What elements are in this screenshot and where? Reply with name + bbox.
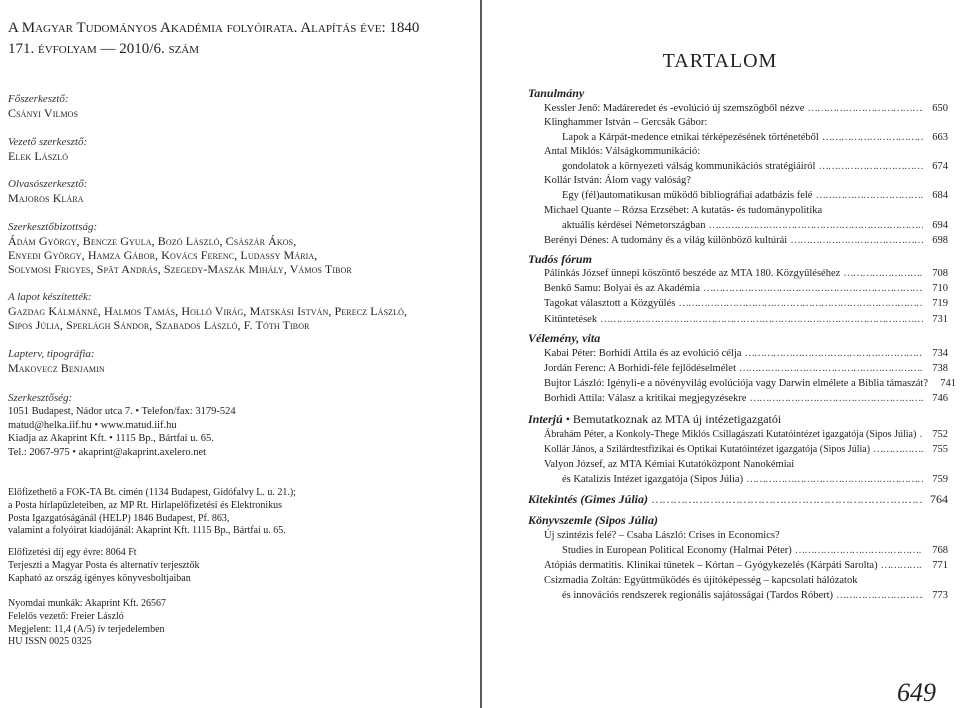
- price-line: Előfizetési díj egy évre: 8064 Ft: [8, 547, 137, 558]
- design: [8, 348, 473, 375]
- toc-entry-author: Klinghammer István – Gercsák Gábor:: [544, 117, 708, 128]
- section-heading-tudos-forum: Tudós fórum: [528, 252, 592, 266]
- toc-entry[interactable]: Pálinkás József ünnepi köszöntő beszéde az MTA 180. Közgyűléséhez …………………………………………………………………………………………………………………………………………………… 708: [544, 267, 948, 281]
- staff: [8, 291, 473, 332]
- toc-entry-author: Csizmadia Zoltán: Együttműködés és újítóképesség – kapcsolati hálózatok: [544, 575, 858, 586]
- toc-entry-author: Új szintézis felé? – Csaba László: Crises in Economics?: [544, 530, 780, 541]
- issue-header: 171. évfolyam — 2010/6. szám: [8, 41, 200, 57]
- printing-info: [8, 598, 473, 649]
- section-value: Majoros Klára: [8, 191, 84, 205]
- copy-editor: [8, 178, 473, 205]
- section-line: Enyedi György, Hamza Gábor, Kovács Ferenc, Ludassy Mária,: [8, 248, 318, 262]
- toc-entry[interactable]: Berényi Dénes: A tudomány és a világ különböző kultúrái …………………………………………………………………………………………………………………………………………………… 698: [544, 234, 948, 248]
- page-number: 649: [897, 678, 936, 707]
- toc-entry[interactable]: Kollár János, a Szilárdtestfizikai és Optikai Kutatóintézet igazgatója (Sipos Júlia) …………………………………………………………………………………………………………………………………………………… 755: [544, 443, 948, 457]
- section-line: Sipos Júlia, Sperlágh Sándor, Szabados László, F. Tóth Tibor: [8, 318, 310, 332]
- toc-entry-author: Michael Quante – Rózsa Erzsébet: A kutatás- és tudománypolitika: [544, 205, 823, 216]
- toc-entry[interactable]: Kabai Péter: Borhidi Attila és az evolúció célja …………………………………………………………………………………………………………………………………………………… 734: [544, 347, 948, 361]
- section-label: Főszerkesztő:: [8, 93, 69, 105]
- toc-entry-author: Valyon József, az MTA Kémiai Kutatóközpont Nanokémiai: [544, 459, 795, 470]
- toc-entry[interactable]: Kitüntetések …………………………………………………………………………………………………………………………………………………… 731: [544, 313, 948, 327]
- section-heading-title: Bemutatkoznak az MTA új intézetigazgatói: [572, 412, 782, 426]
- journal-header: A Magyar Tudományos Akadémia folyóirata. Alapítás éve: 1840: [8, 20, 420, 36]
- section-heading-velemeny: Vélemény, vita: [528, 331, 601, 345]
- toc-entry[interactable]: Borhidi Attila: Válasz a kritikai megjegyzésekre …………………………………………………………………………………………………………………………………………………… 746: [544, 392, 948, 406]
- toc-entry[interactable]: gondolatok a környezeti válság kommunikációs stratégiáiról …………………………………………………………………………………………………………………………………………………… 674: [562, 160, 948, 174]
- section-heading-interju: [528, 412, 781, 426]
- toc-entry[interactable]: Egy (fél)automatikusan működő bibliográfiai adatbázis felé …………………………………………………………………………………………………………………………………………………… 684: [562, 189, 948, 203]
- printing-line: Nyomdai munkák: Akaprint Kft. 26567: [8, 598, 167, 609]
- section-line: Gazdag Kálmánné, Halmos Tamás, Holló Virág, Matskási István, Perecz László,: [8, 304, 408, 318]
- office-line: matud@helka.iif.hu • www.matud.iif.hu: [8, 419, 177, 431]
- office-line: Kiadja az Akaprint Kft. • 1115 Bp., Bártfai u. 65.: [8, 433, 214, 445]
- section-label: Szerkesztőbizottság:: [8, 221, 98, 233]
- toc-entry[interactable]: Tagokat választott a Közgyűlés …………………………………………………………………………………………………………………………………………………… 719: [544, 297, 948, 311]
- subscription-line: a Posta hírlapüzleteiben, az MP Rt. Hírlapelőfizetési és Elektronikus: [8, 499, 282, 511]
- toc-entry[interactable]: és Katalízis Intézet igazgatója (Sipos Júlia) …………………………………………………………………………………………………………………………………………………… 759: [562, 473, 948, 487]
- section-label: A lapot készítették:: [8, 291, 92, 303]
- price-line: Kapható az ország igényes könyvesboltjaiban: [8, 572, 191, 584]
- toc-entry[interactable]: Lapok a Kárpát-medence etnikai térképezésének történetéből …………………………………………………………………………………………………………………………………………………… 663: [562, 131, 948, 145]
- contents-title: TARTALOM: [662, 50, 778, 72]
- section-label: Olvasószerkesztő:: [8, 178, 88, 190]
- managing-editor: [8, 136, 473, 163]
- editorial-office: [8, 392, 473, 459]
- section-heading-bullet: •: [565, 412, 573, 426]
- toc-entry[interactable]: aktuális kérdései Németországban …………………………………………………………………………………………………………………………………………………… 694: [562, 219, 948, 233]
- subscription-line: valamint a folyóirat kiadójánál: Akaprint Kft. 1115 Bp., Bártfai u. 65.: [8, 525, 286, 537]
- printing-line: Felelős vezető: Freier László: [8, 610, 124, 622]
- office-line: Tel.: 2067-975 • akaprint@akaprint.axelero.net: [8, 446, 207, 458]
- toc-entry[interactable]: Studies in European Political Economy (Halmai Péter) …………………………………………………………………………………………………………………………………………………… 768: [562, 544, 948, 558]
- toc-entry[interactable]: Kessler Jenő: Madáreredet és -evolúció új szemszögből nézve …………………………………………………………………………………………………………………………………………………… 650: [544, 102, 948, 116]
- section-label: Szerkesztőség:: [8, 392, 73, 404]
- toc-entry[interactable]: Jordán Ferenc: A Borhidi-féle fejlődéselmélet …………………………………………………………………………………………………………………………………………………… 738: [544, 362, 948, 376]
- section-heading-label: Interjú: [528, 412, 563, 426]
- office-line: 1051 Budapest, Nádor utca 7. • Telefon/fax: 3179-524: [8, 406, 236, 417]
- section-value: Elek László: [8, 149, 69, 163]
- section-heading-tanulmany: Tanulmány: [528, 86, 585, 100]
- subscription-line: Posta Igazgatóságánál (HELP) 1846 Budapest, Pf. 863,: [8, 512, 230, 524]
- section-value: Csányi Vilmos: [8, 106, 79, 120]
- toc-entry[interactable]: és innovációs rendszerek regionális sajátosságai (Tardos Róbert) …………………………………………………………………………………………………………………………………………………… 773: [562, 589, 948, 603]
- section-value: Makovecz Benjamin: [8, 361, 105, 375]
- subscription-line: Előfizethető a FOK-TA Bt. címén (1134 Budapest, Gidófalvy L. u. 21.);: [8, 487, 296, 498]
- section-label: Lapterv, tipográfia:: [8, 348, 95, 360]
- section-heading-konyvszemle: Könyvszemle (Sipos Júlia): [528, 513, 659, 527]
- toc-entry-kitekintes[interactable]: Kitekintés (Gimes Júlia) …………………………………………………………………………………………………………………………………………………… 764: [528, 492, 948, 506]
- toc-entry[interactable]: Benkő Samu: Bolyai és az Akadémia …………………………………………………………………………………………………………………………………………………… 710: [544, 282, 948, 296]
- price-line: Terjeszti a Magyar Posta és alternatív terjesztők: [8, 559, 200, 571]
- toc-entry-author: Antal Miklós: Válságkommunikáció:: [544, 146, 701, 157]
- toc-entry[interactable]: Ábrahám Péter, a Konkoly-Thege Miklós Csillagászati Kutatóintézet igazgatója (Sipos Júlia) …………………………………………………………………………………………………………………………………………………… 752: [544, 428, 948, 442]
- section-line: Solymosi Frigyes, Spät András, Szegedy-Maszák Mihály, Vámos Tibor: [8, 262, 352, 276]
- editor-in-chief: [8, 93, 473, 120]
- section-label: Vezető szerkesztő:: [8, 136, 88, 148]
- toc-entry[interactable]: Bujtor László: Igényli-e a növényvilág evolúciója vagy Darwin elmélete a Biblia támaszát? 741: [544, 378, 956, 389]
- contents-page: [480, 0, 960, 708]
- price-info: [8, 547, 473, 585]
- printing-line: Megjelent: 11,4 (A/5) ív terjedelemben: [8, 623, 165, 635]
- subscription-info: [8, 487, 473, 538]
- toc-entry[interactable]: Atópiás dermatitis. Klinikai tünetek – Kórtan – Gyógykezelés (Kárpáti Sarolta) …………………………………………………………………………………………………………………………………………………… 771: [544, 559, 948, 573]
- editorial-board: [8, 221, 473, 276]
- printing-line: HU ISSN 0025 0325: [8, 636, 92, 648]
- section-line: Ádám György, Bencze Gyula, Bozó László, Császár Ákos,: [8, 234, 297, 248]
- toc-entry-author: Kollár István: Álom vagy valóság?: [544, 175, 691, 186]
